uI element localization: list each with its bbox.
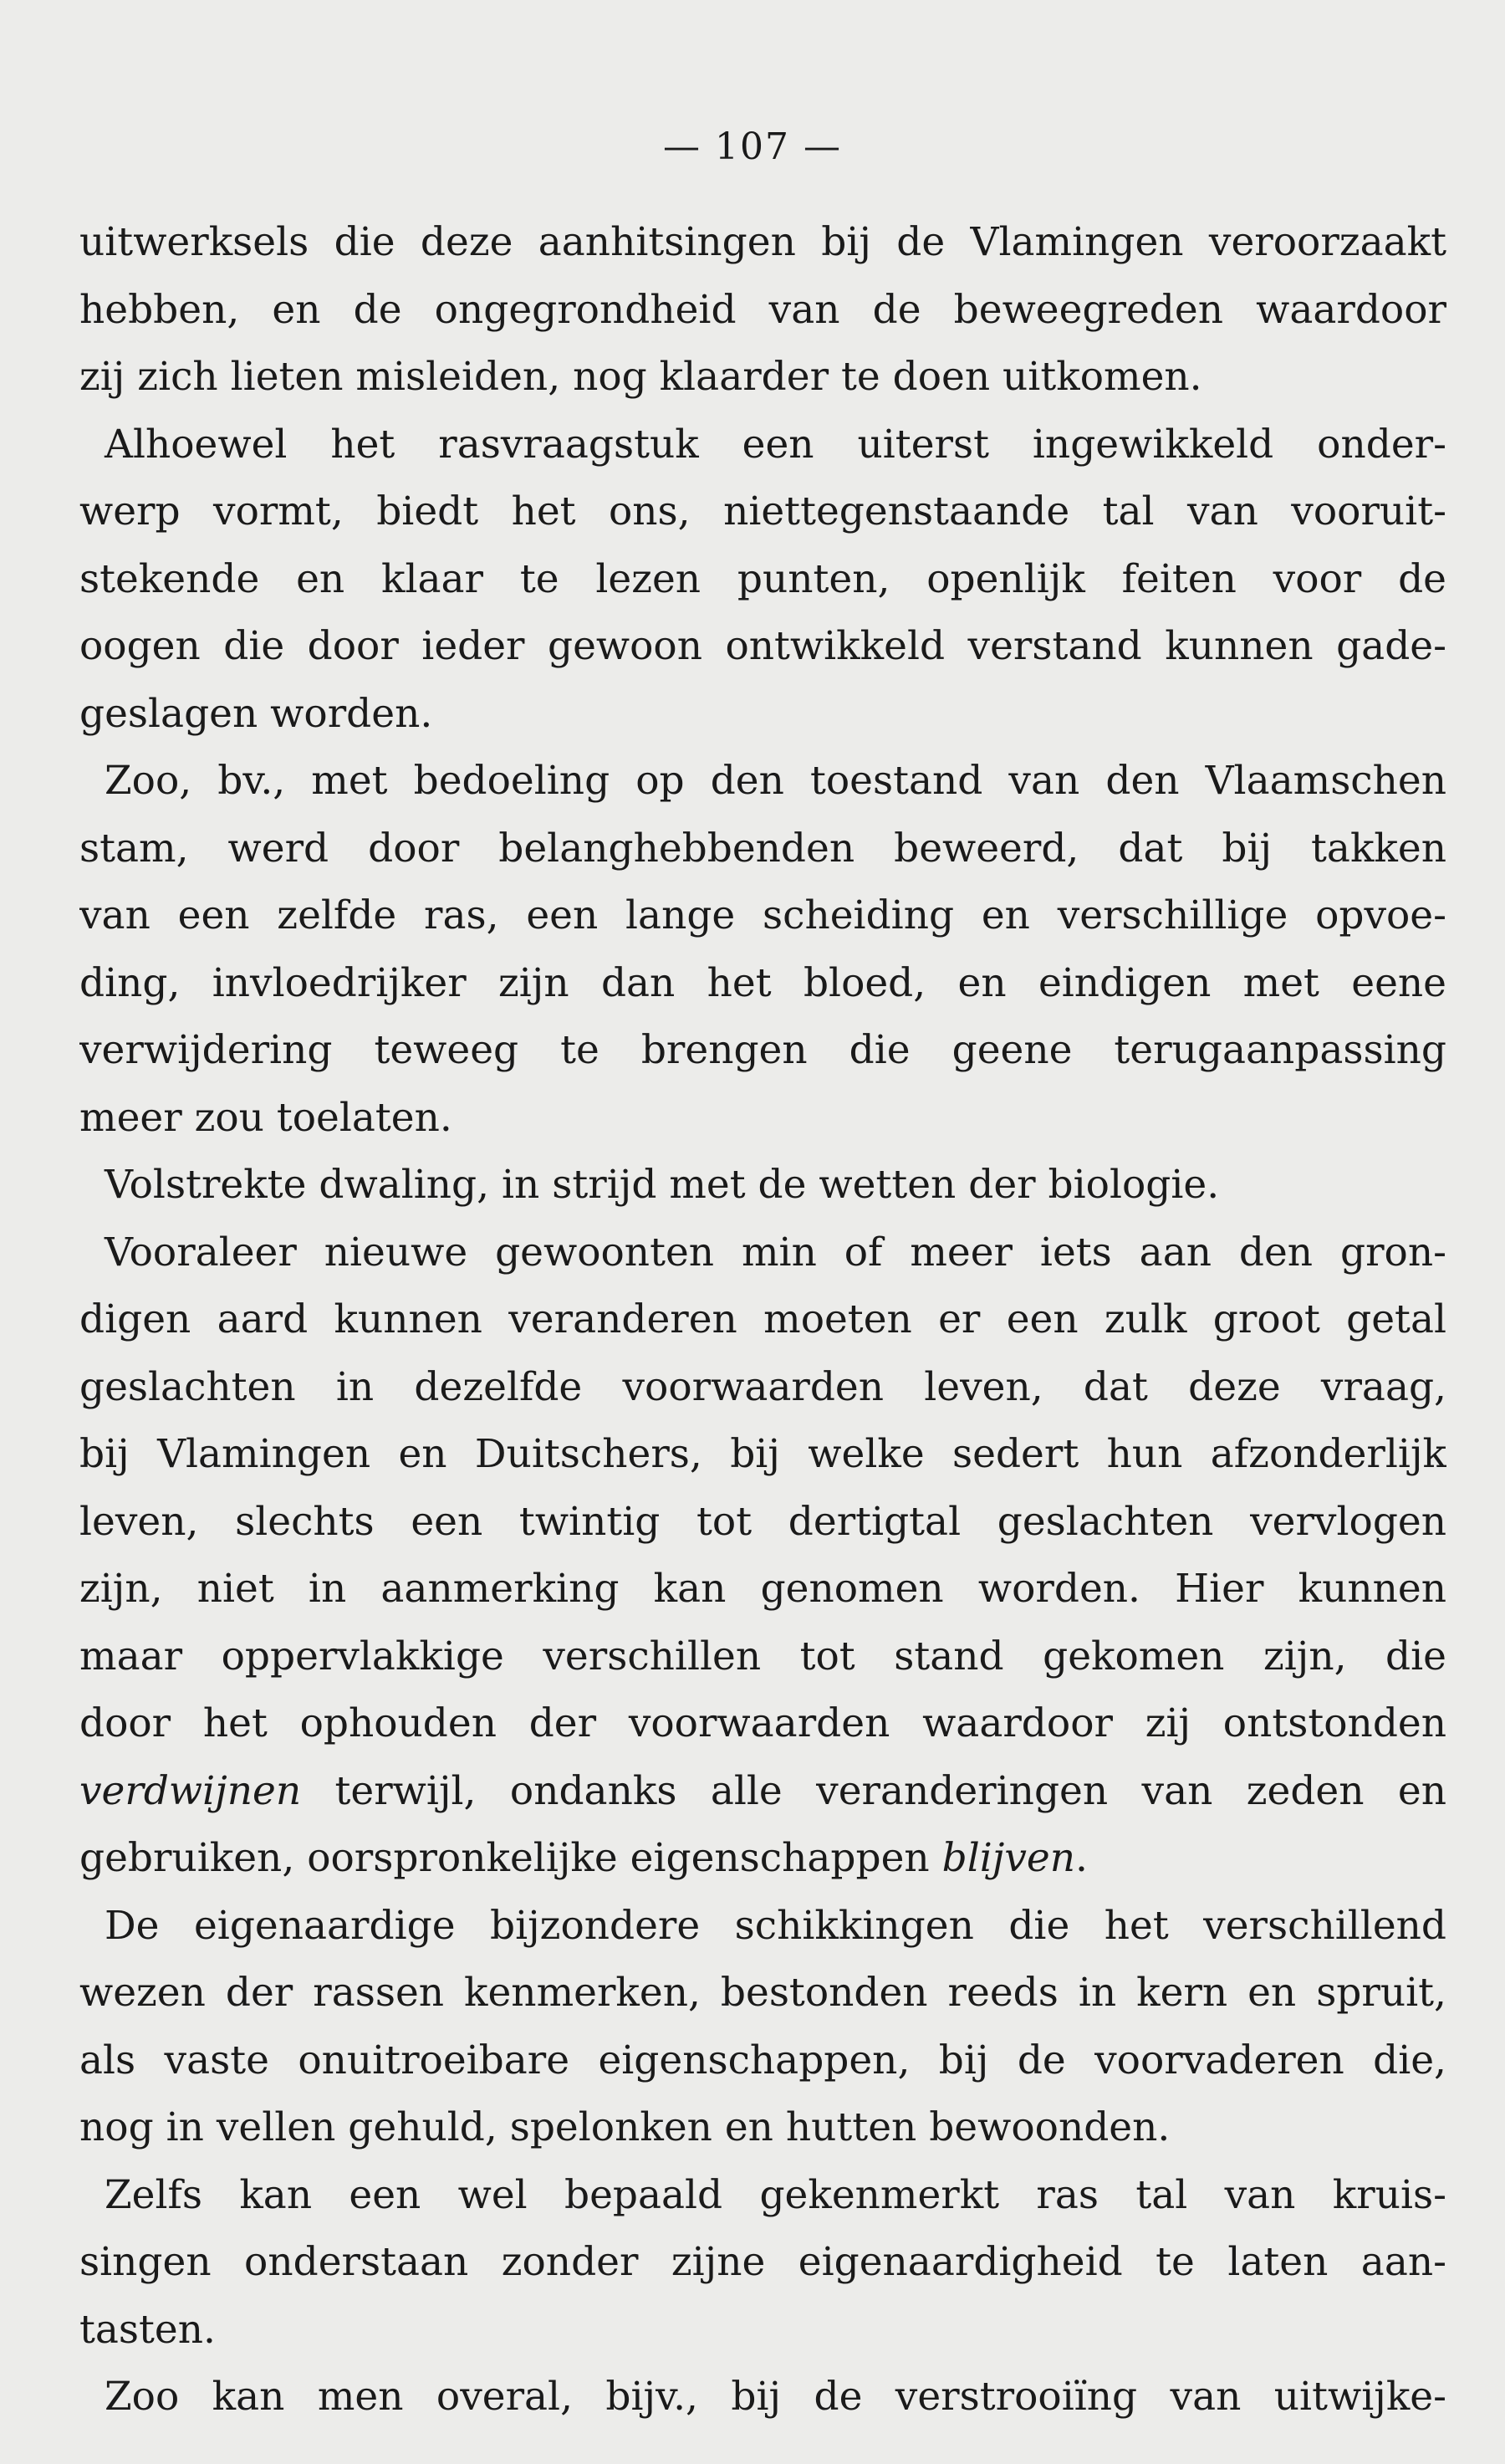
text-line: zij zich lieten misleiden, nog klaarder te doen uitkomen. xyxy=(79,354,1202,400)
italic-word: verdwijnen xyxy=(79,1767,302,1814)
text-fragment: gebruiken, oorspronkelijke eigenschappen xyxy=(79,1835,942,1881)
page-number: — 107 — xyxy=(663,125,842,168)
text-line: uitwerksels die deze aanhitsingen bij de Vlamingen veroorzaakt xyxy=(79,219,1446,265)
text-line: meer zou toelaten. xyxy=(79,1094,452,1141)
paragraph-start-line: Zelfs kan een wel bepaald gekenmerkt ras tal van kruis- xyxy=(105,2171,1446,2218)
text-line: oogen die door ieder gewoon ontwikkeld verstand kunnen gade- xyxy=(79,623,1446,669)
body-text xyxy=(79,209,1446,2431)
paragraph-start-line: De eigenaardige bijzondere schikkingen die het verschillend xyxy=(105,1902,1446,1949)
text-line: werp vormt, biedt het ons, niettegenstaande tal van vooruit- xyxy=(79,488,1446,534)
text-line: nog in vellen gehuld, spelonken en hutten bewoonden. xyxy=(79,2104,1171,2150)
text-line: ding, invloedrijker zijn dan het bloed, en eindigen met eene xyxy=(79,959,1446,1006)
text-line: bij Vlamingen en Duitschers, bij welke sedert hun afzonderlijk xyxy=(79,1431,1446,1477)
italic-word: blijven xyxy=(941,1835,1075,1881)
text-line: zijn, niet in aanmerking kan genomen worden. Hier kunnen xyxy=(79,1566,1446,1612)
text-line-with-italic xyxy=(79,1825,1446,1893)
text-line: leven, slechts een twintig tot dertigtal geslachten vervlogen xyxy=(79,1498,1446,1545)
text-line: singen onderstaan zonder zijne eigenaardigheid te laten aan- xyxy=(79,2239,1446,2285)
text-line: van een zelfde ras, een lange scheiding en verschillige opvoe- xyxy=(79,892,1446,938)
text-line-with-italic xyxy=(79,1758,1446,1826)
text-line: verwijdering teweeg te brengen die geene terugaanpassing xyxy=(79,1027,1446,1073)
paragraph-start-line: Vooraleer nieuwe gewoonten min of meer iets aan den gron- xyxy=(105,1229,1446,1275)
text-line: als vaste onuitroeibare eigenschappen, bij de voorvaderen die, xyxy=(79,2037,1446,2083)
paragraph-start-line: Volstrekte dwaling, in strijd met de wetten der biologie. xyxy=(105,1162,1220,1208)
text-line: hebben, en de ongegrondheid van de beweegreden waardoor xyxy=(79,286,1446,333)
text-line: maar oppervlakkige verschillen tot stand gekomen zijn, die xyxy=(79,1633,1446,1679)
text-line: wezen der rassen kenmerken, bestonden reeds in kern en spruit, xyxy=(79,1970,1446,2016)
text-line: tasten. xyxy=(79,2306,216,2353)
text-line: geslagen worden. xyxy=(79,690,433,737)
text-line: geslachten in dezelfde voorwaarden leven, dat deze vraag, xyxy=(79,1363,1446,1410)
text-line: door het ophouden der voorwaarden waardoor zij ontstonden xyxy=(79,1700,1446,1746)
text-fragment: terwijl, ondanks alle veranderingen van zeden en xyxy=(301,1767,1446,1814)
text-line: stam, werd door belanghebbenden beweerd, dat bij takken xyxy=(79,825,1446,872)
paragraph-start-line: Alhoewel het rasvraagstuk een uiterst ingewikkeld onder- xyxy=(105,421,1446,468)
text-line: digen aard kunnen veranderen moeten er een zulk groot getal xyxy=(79,1296,1446,1342)
paragraph-start-line: Zoo kan men overal, bijv., bij de verstrooiïng van uitwijke- xyxy=(105,2374,1446,2420)
text-line: stekende en klaar te lezen punten, openlijk feiten voor de xyxy=(79,555,1446,602)
text-fragment: . xyxy=(1074,1835,1088,1881)
paragraph-start-line: Zoo, bv., met bedoeling op den toestand van den Vlaamschen xyxy=(105,758,1446,804)
